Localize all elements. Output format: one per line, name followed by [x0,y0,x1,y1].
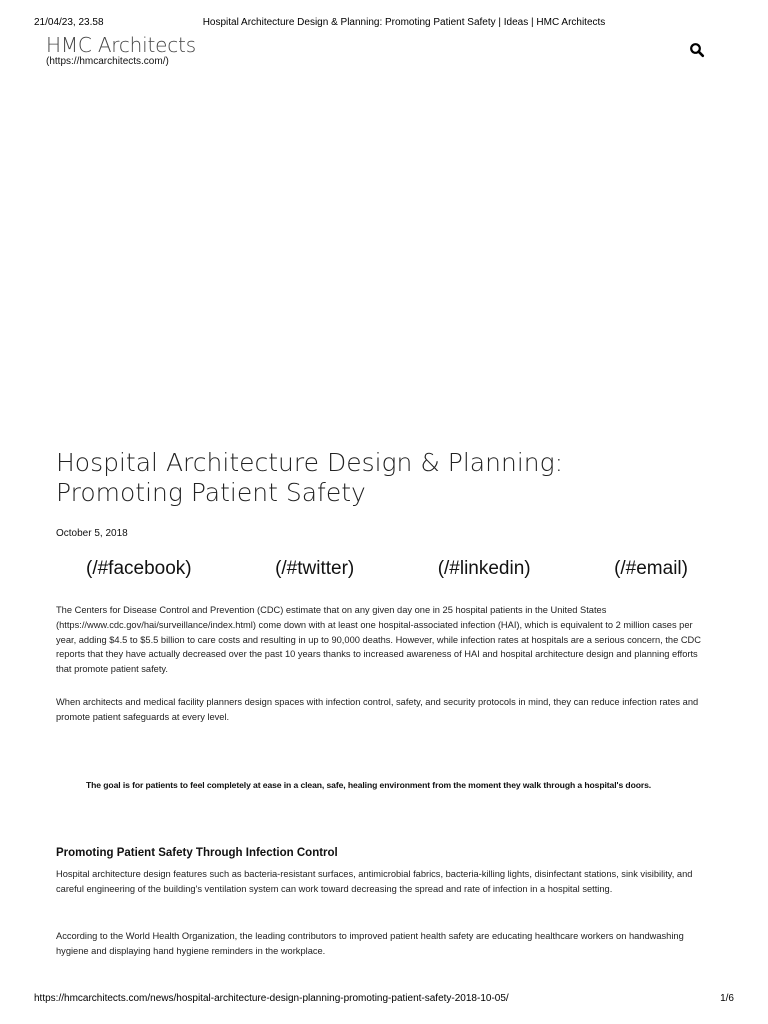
share-links [86,558,688,580]
print-header [34,17,734,31]
share-twitter-link[interactable]: (/#twitter) [275,558,355,579]
article-paragraph-4: According to the World Health Organization, the leading contributors to improved patient health safety are educating healthcare workers on handwashing hygiene and displaying hand hygiene reminders in the workplace. [56,931,684,956]
pull-quote: The goal is for patients to feel completely at ease in a clean, safe, healing environment from the moment they walk through a hospital's doors. [86,780,652,790]
article-title [56,448,706,508]
search-icon[interactable] [689,42,705,58]
share-email-link[interactable]: (/#email) [614,558,688,579]
share-facebook-link[interactable]: (/#facebook) [86,558,192,579]
print-timestamp: 21/04/23, 23.58 [34,17,104,28]
site-logo-text[interactable]: HMC Architects [46,33,196,57]
article-paragraph-3: Hospital architecture design features such as bacteria-resistant surfaces, antimicrobial fabrics, bacteria-killing lights, disinfectant stations, sink visibility, and careful engineering of the building's ventilation system can work toward decreasing the spread and rate of infection in a hospital setting. [56,869,693,894]
section-heading: Promoting Patient Safety Through Infection Control [56,847,338,859]
print-footer-url: https://hmcarchitects.com/news/hospital-architecture-design-planning-promoting-patient-safety-2018-10-05/ [34,993,509,1004]
article-paragraph-2: When architects and medical facility planners design spaces with infection control, safety, and security protocols in mind, they can reduce infection rates and promote patient safeguards at every level. [56,697,699,722]
site-brand[interactable] [46,34,196,68]
article-title-line-1: Hospital Architecture Design & Planning: [56,448,564,477]
share-linkedin-link[interactable]: (/#linkedin) [437,558,531,579]
article-paragraph-1: The Centers for Disease Control and Prevention (CDC) estimate that on any given day one in 25 hospital patients in the United States (https://www.cdc.gov/hai/surveillance/index.html) come down with at least one hospital-associated infection (HAI), which is equivalent to 2 million cases per year, adding $4.5 to $5.5 billion to care costs and resulting in up to 90,000 deaths. However, while infection rates at hospitals are a serious concern, the CDC reports that they have actually decreased over the past 10 years thanks to increased awareness of HAI and hospital architecture design and planning efforts that promote patient safety. [56,605,701,675]
site-url[interactable]: (https://hmcarchitects.com/) [46,56,169,67]
article-date: October 5, 2018 [56,528,128,539]
article-title-line-2: Promoting Patient Safety [56,478,366,507]
page-number: 1/6 [720,993,734,1004]
print-page-title: Hospital Architecture Design & Planning: Promoting Patient Safety | Ideas | HMC Architects [202,17,606,28]
